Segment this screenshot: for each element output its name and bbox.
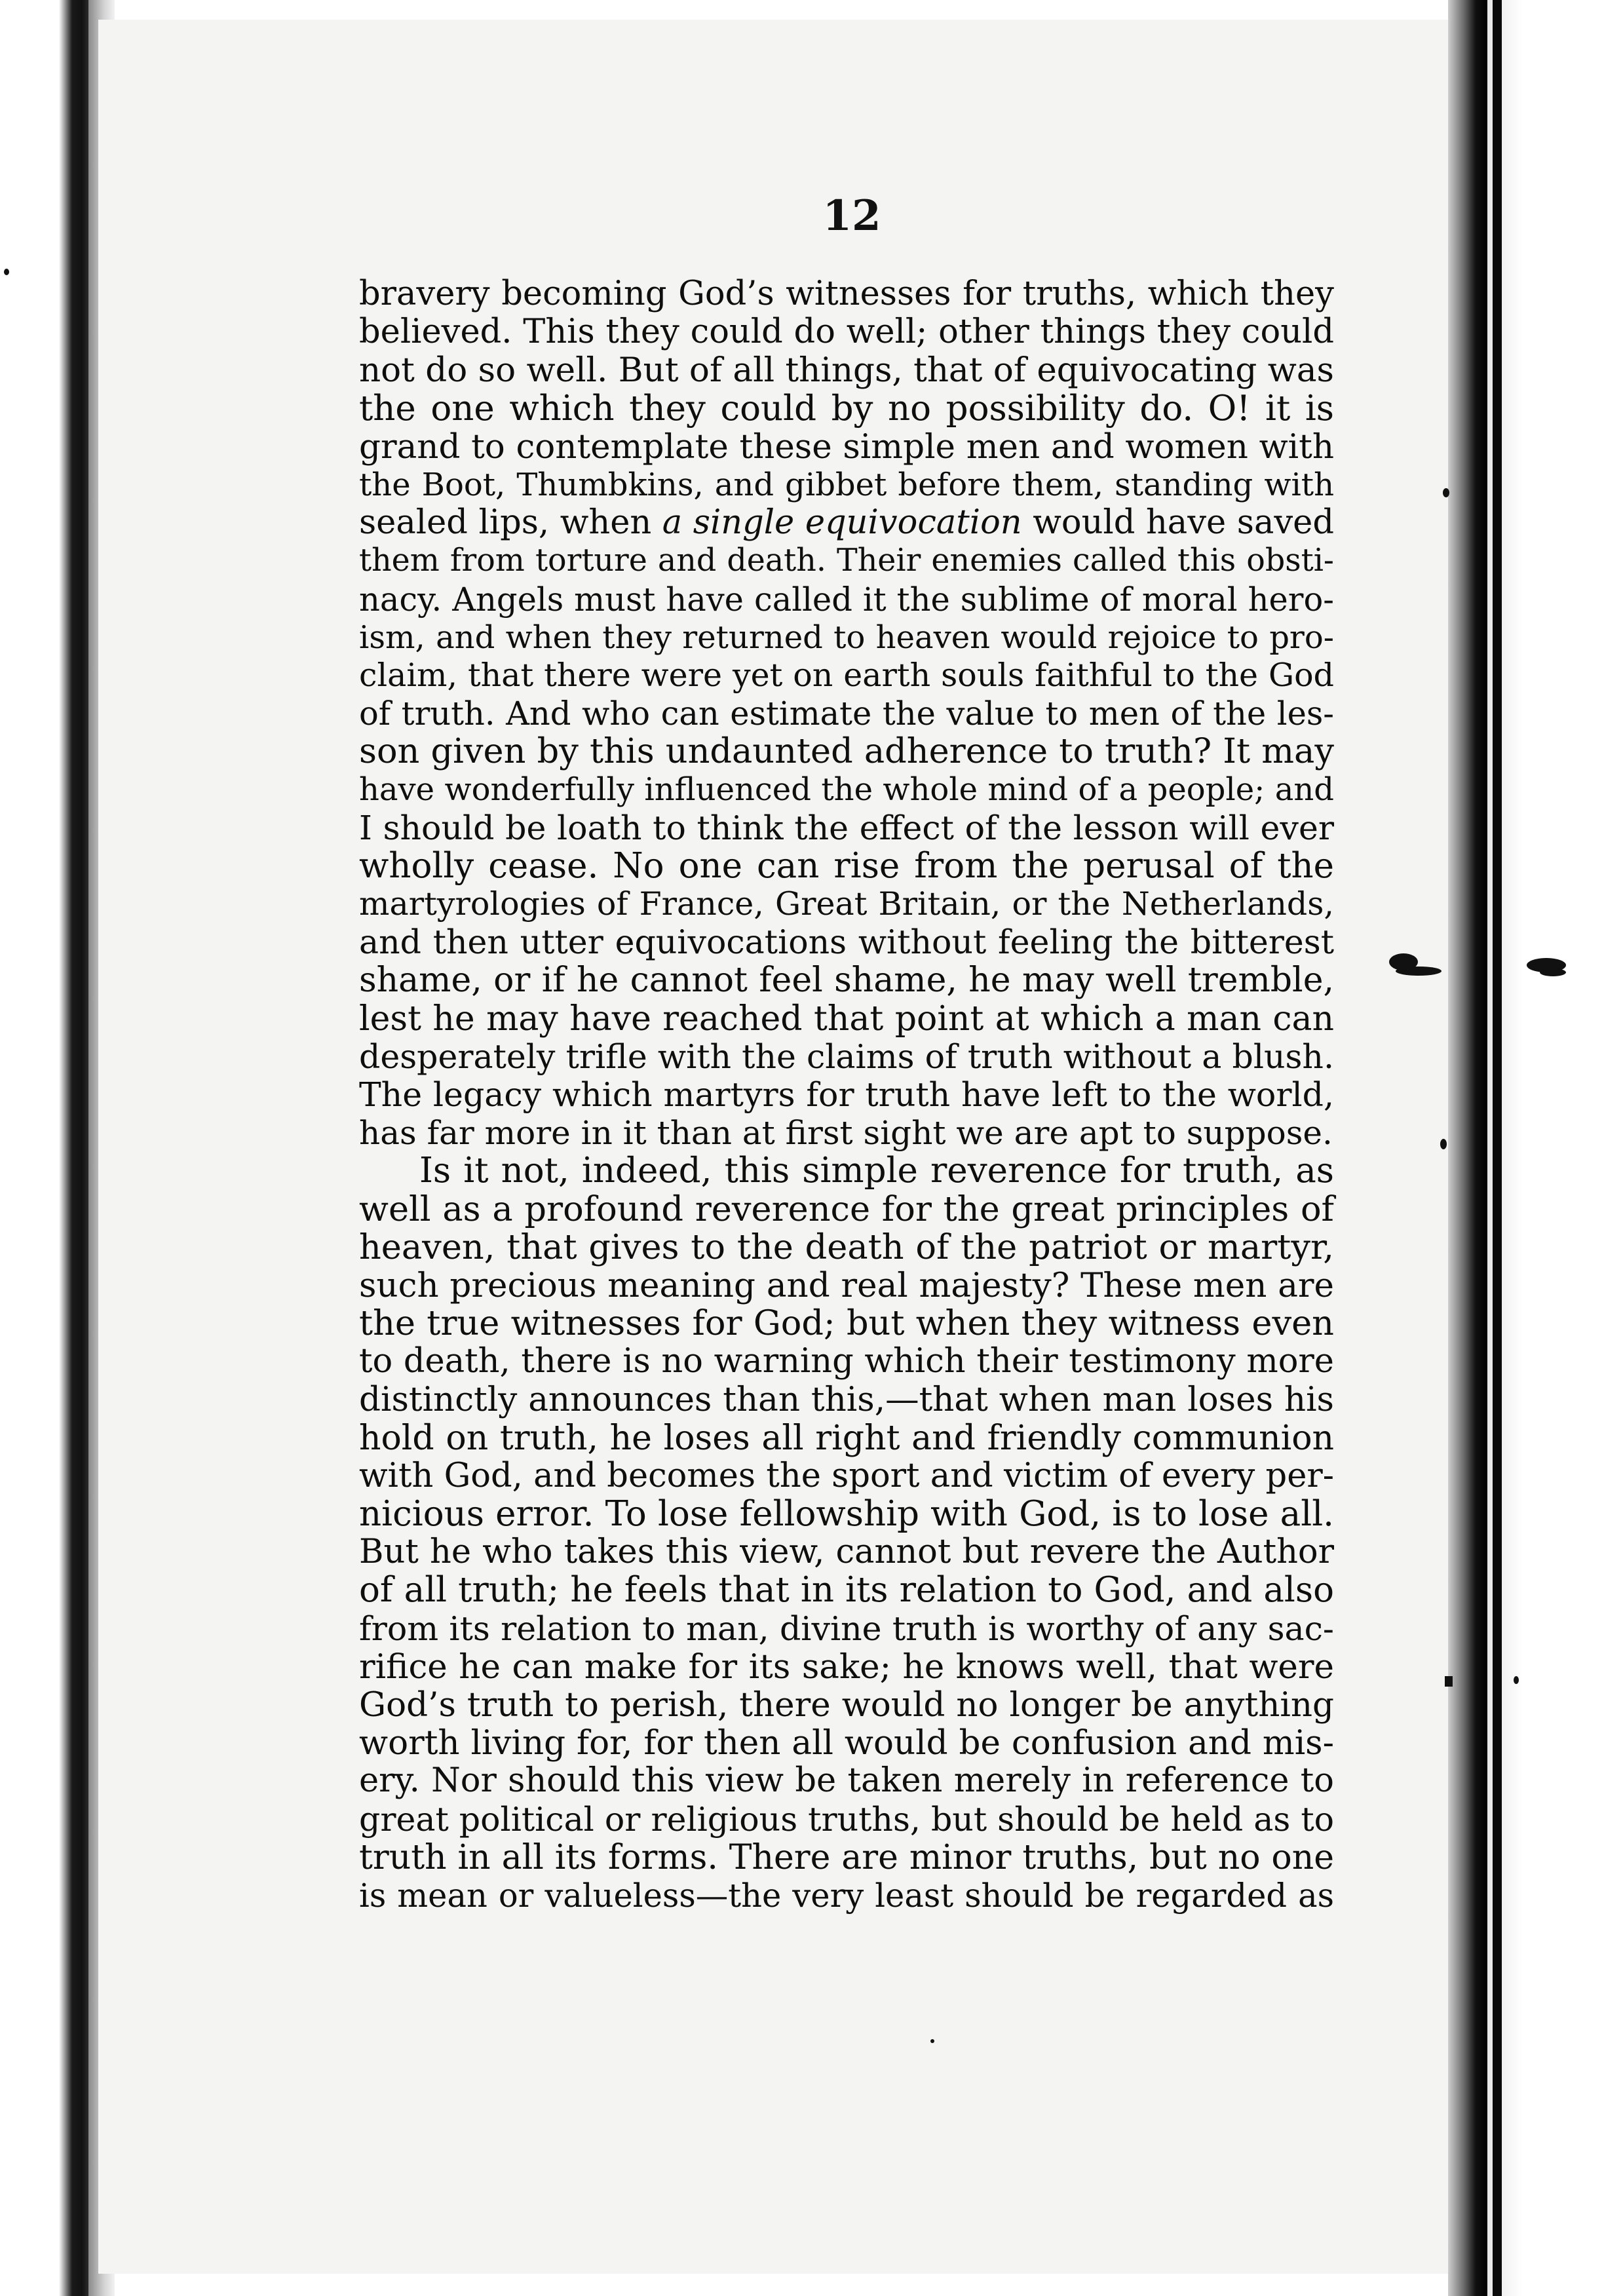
text-line [359,1686,1334,1724]
text-line-content: sealed lips, when [359,503,662,543]
text-line-content: nacy. Angels must have called it the sublime of moral hero- [359,580,1334,619]
text-line [359,1114,1334,1152]
text-line-content: the one which they could by no possibility do. O! it is [359,388,1334,429]
text-line [359,695,1334,733]
next-leaf [1487,0,1604,2296]
scan-speck [930,2039,934,2043]
text-line [359,275,1334,313]
text-line [359,1076,1334,1114]
text-line-content: distinctly announces than this,—that when man loses his [359,1380,1334,1420]
text-line [359,1877,1334,1915]
text-line [359,1724,1334,1762]
page-fold [1448,0,1487,2296]
text-line-content: worth living for, for then all would be confusion and mis- [359,1723,1334,1763]
text-line-content: rifice he can make for its sake; he knows well, that were [359,1647,1334,1687]
text-line-content: shame, or if he cannot feel shame, he may well tremble, [359,961,1334,1001]
text-line [359,542,1334,580]
text-line [359,619,1334,657]
text-line [359,1191,1334,1229]
text-line [359,313,1334,351]
next-leaf-edge [1493,0,1502,2296]
text-line [359,1457,1334,1495]
italic-phrase: a single equivocation [662,503,1022,543]
text-line-content: desperately trifle with the claims of truth without a blush. [359,1037,1334,1076]
page-number: 12 [822,191,881,240]
text-line-content: would have saved [1022,503,1334,543]
text-line-content: hold on truth, he loses all right and friendly communion [359,1418,1334,1458]
text-line [359,351,1334,389]
text-line-content: The legacy which martyrs for truth have left to the world, [359,1075,1334,1114]
text-line-content: with God, and becomes the sport and victim of every per- [359,1456,1334,1495]
text-line-content: of truth. And who can estimate the value to men of the les- [359,695,1334,733]
text-line-content: martyrologies of France, Great Britain, or the Netherlands, [359,885,1334,923]
scan-speck [1443,488,1449,497]
text-line [359,809,1334,847]
text-line-content: not do so well. But of all things, that of equivocating was [359,351,1334,391]
text-line-content: God’s truth to perish, there would no longer be anything [359,1685,1334,1725]
text-line [359,1839,1334,1877]
text-line [359,885,1334,923]
text-line [359,504,1334,542]
text-line-content: son given by this undaunted adherence to truth? It may [359,731,1334,772]
text-line-content: heaven, that gives to the death of the patriot or martyr, [359,1227,1334,1267]
text-line-content: of all truth; he feels that in its relation to God, and also [359,1570,1334,1611]
text-line-content: the Boot, Thumbkins, and gibbet before them, standing with [359,466,1334,503]
text-line-content: I should be loath to think the effect of the lesson will ever [359,808,1334,847]
text-line-content: nicious error. To lose fellowship with God, is to lose all. [359,1494,1334,1534]
text-line [359,1381,1334,1419]
text-line [359,428,1334,466]
text-line-content: grand to contemplate these simple men and women with [359,427,1334,467]
text-line-content: have wonderfully influenced the whole mind of a people; and [359,771,1334,809]
text-line-content: is mean or valueless—the very least should be regarded as [359,1876,1334,1915]
text-line-content: ism, and when they returned to heaven would rejoice to pro- [359,619,1334,656]
text-line-content: ery. Nor should this view be taken merely in reference to [359,1761,1334,1801]
scan-speck [1445,1676,1453,1687]
text-line-content: But he who takes this view, cannot but revere the Author [359,1533,1334,1572]
text-line [359,466,1334,504]
text-line-content: Is it not, indeed, this simple reverence for truth, as [419,1151,1334,1191]
text-line [359,847,1334,885]
text-line [359,961,1334,999]
body-text [359,275,1334,1915]
text-line-content: from its relation to man, divine truth is worthy of any sac- [359,1609,1334,1648]
text-line [359,1801,1334,1839]
binding-edge [0,0,88,2296]
text-line [359,1495,1334,1533]
text-line-content: such precious meaning and real majesty? These men are [359,1265,1334,1305]
text-line [359,1229,1334,1267]
text-line-content: truth in all its forms. There are minor truths, but no one [359,1837,1334,1877]
text-line [359,923,1334,961]
text-line [359,390,1334,428]
text-line-content: well as a profound reverence for the great principles of [359,1189,1334,1229]
scan-speck [1514,1676,1519,1684]
text-line-content: wholly cease. No one can rise from the perusal of the [359,845,1334,886]
text-line [359,1610,1334,1648]
text-line [359,1762,1334,1800]
text-line-content: and then utter equivocations without feeling the bitterest [359,923,1334,962]
text-line [359,1000,1334,1038]
text-line-content: lest he may have reached that point at which a man can [359,999,1334,1039]
text-line [359,1305,1334,1343]
scan-speck [1540,968,1566,976]
text-line-content: has far more in it than at first sight we are apt to suppose. [359,1114,1333,1153]
text-line [359,1419,1334,1457]
text-line [359,733,1334,771]
text-line-content: to death, there is no warning which their testimony more [359,1342,1334,1381]
text-line-content: great political or religious truths, but should be held as to [359,1799,1335,1839]
text-line [359,1038,1334,1076]
text-line [359,1152,1334,1190]
scan-speck [1440,1139,1447,1149]
text-line-content: bravery becoming God’s witnesses for truths, which they [359,275,1334,313]
text-line [359,1343,1334,1381]
text-line [359,1648,1334,1686]
scan-speck [1396,966,1442,976]
scan-speck [4,269,9,275]
text-line-content: claim, that there were yet on earth souls faithful to the God [359,656,1334,694]
text-line [359,581,1334,619]
text-line-content: them from torture and death. Their enemies called this obsti- [359,543,1334,579]
text-line [359,657,1334,695]
text-line [359,1533,1334,1571]
text-line [359,1267,1334,1305]
text-line [359,1571,1334,1609]
text-line [359,771,1334,809]
text-line-content: the true witnesses for God; but when they witness even [359,1303,1334,1344]
text-line-content: believed. This they could do well; other things they could [359,313,1334,352]
